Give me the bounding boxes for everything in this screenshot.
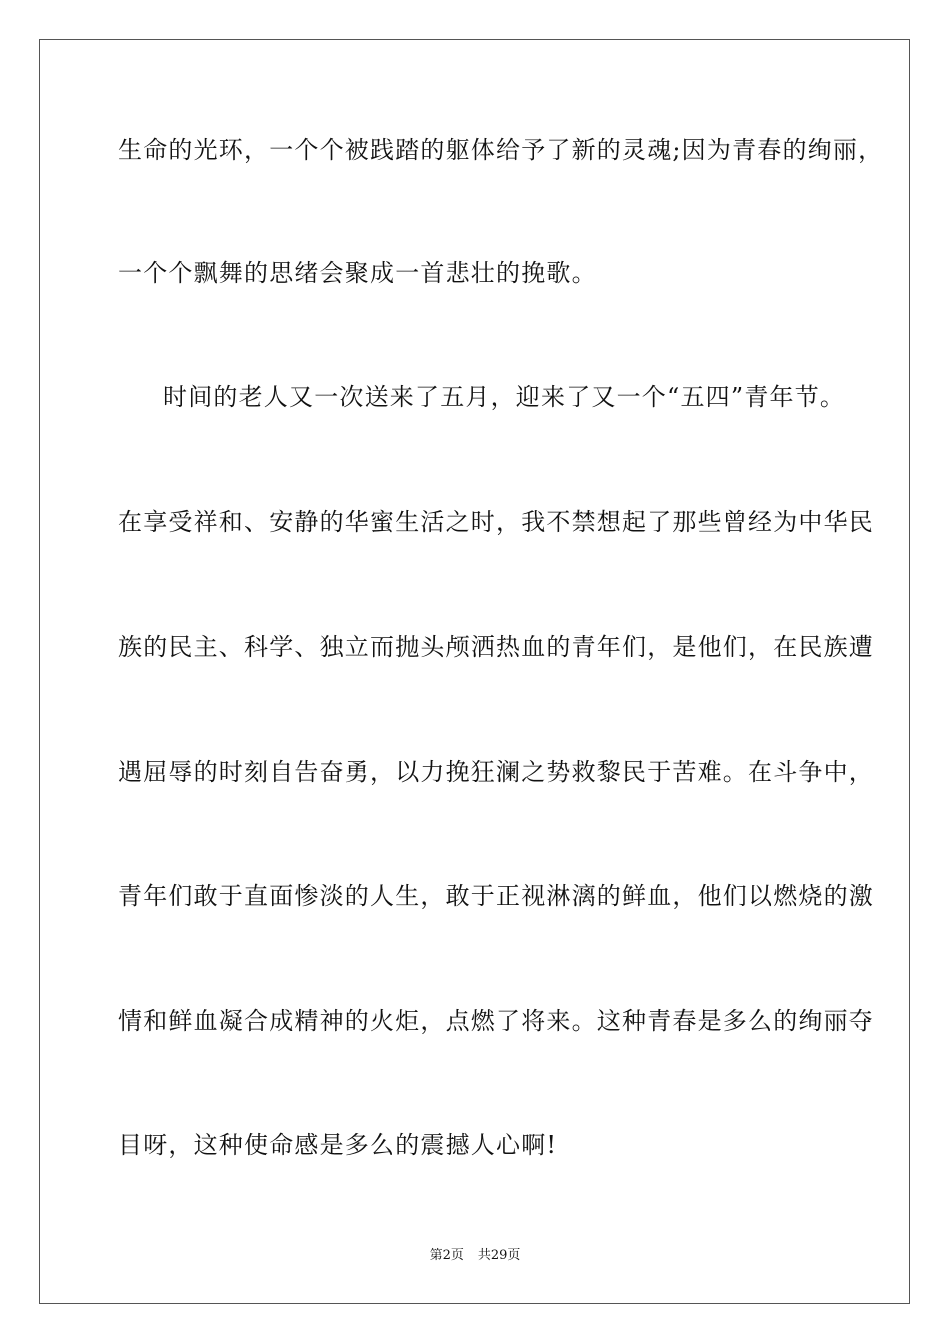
text-line: 一个个飘舞的思绪会聚成一首悲壮的挽歌。 [118,259,597,287]
text-line: 目呀，这种使命感是多么的震撼人心啊! [118,1131,558,1159]
text-line: 情和鲜血凝合成精神的火炬，点燃了将来。这种青春是多么的绚丽夺 [118,1007,874,1035]
text-line: 遇屈辱的时刻自告奋勇，以力挽狂澜之势救黎民于苦难。在斗争中， [118,758,874,786]
text-line: 青年们敢于直面惨淡的人生，敢于正视淋漓的鲜血，他们以燃烧的激 [118,882,874,910]
page-frame [39,39,910,1304]
text-line: 时间的老人又一次送来了五月，迎来了又一个“五四”青年节。 [163,383,846,411]
page-footer [0,1248,950,1264]
text-line: 在享受祥和、安静的华蜜生活之时，我不禁想起了那些曾经为中华民 [118,508,874,536]
page-number: 第2页 [429,1248,464,1263]
total-pages: 共29页 [477,1248,521,1263]
text-line: 生命的光环，一个个被践踏的躯体给予了新的灵魂;因为青春的绚丽， [118,136,884,164]
text-line: 族的民主、科学、独立而抛头颅洒热血的青年们，是他们，在民族遭 [118,633,874,661]
